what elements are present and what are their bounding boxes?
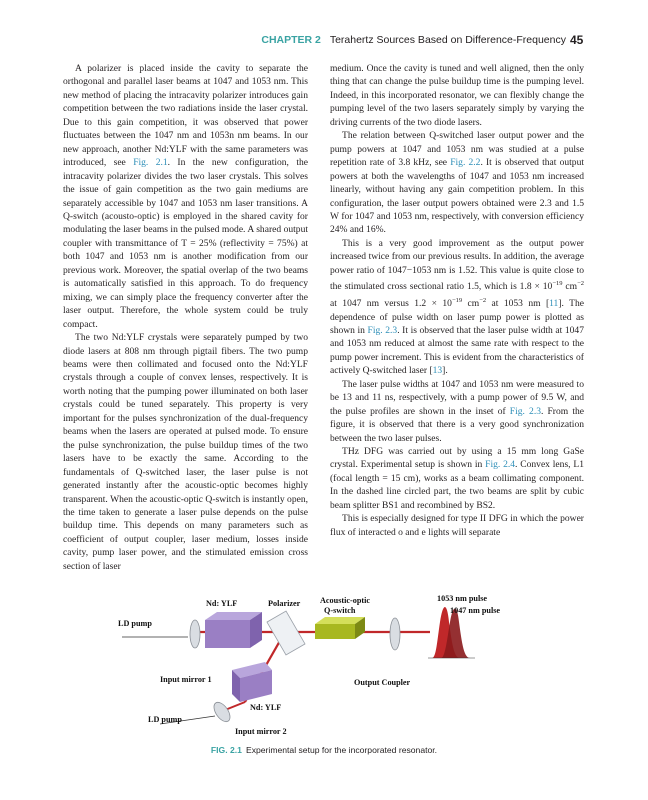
left-column	[63, 62, 308, 573]
chapter-title: Terahertz Sources Based on Difference-Frequency	[329, 34, 566, 46]
page-number: 45	[570, 33, 584, 47]
paragraph: THz DFG was carried out by using a 15 mm long GaSe crystal. Experimental setup is shown in Fig. 2.4. Convex lens, L1 (focal length = 15 cm), works as a beam collimating component. In the dashed line circled part, the two beams are split by cubic beam splitter BS1 and recombined by BS2.	[330, 446, 584, 511]
figure-caption	[0, 745, 648, 755]
paragraph: The relation between Q-switched laser output power and the pump powers at 1047 and 1053 nm was studied at a pulse repetition rate of 3.8 kHz, see Fig. 2.2. It is observed that output powers at both the wavelengths of 1047 and 1053 nm increased linearly, without having any gain competition problem. In this configuration, the laser output powers obtained were 2.3 and 1.5 W for 1047 and 1053 nm, respectively, with conversion efficiency 24% and 16%.	[330, 130, 584, 236]
nd-ylf-top-label: Nd: YLF	[206, 599, 238, 608]
pulse-1053-label: 1053 nm pulse	[437, 594, 488, 603]
paragraph: The laser pulse widths at 1047 and 1053 nm were measured to be 13 and 11 ns, respectively, with a pump power of 9.5 W, and the pulse profiles are shown in the inset of Fig. 2.3. From the figure, it is observed that there is a very good synchronization between the two laser pulses.	[330, 378, 584, 444]
output-coupler	[390, 618, 400, 650]
figure-label: FIG. 2.1	[210, 745, 242, 755]
paragraph: This is especially designed for type II DFG in which the power flux of interacted o and e lights will separate	[330, 513, 584, 538]
figure-reference-link[interactable]: Fig. 2.3	[509, 405, 541, 417]
output-coupler-label: Output Coupler	[354, 678, 411, 687]
paragraph: The two Nd:YLF crystals were separately pumped by two diode lasers at 808 nm through pigtail fibers. The two pump beams were then collimated and focused onto the Nd:YLF crystals through a couple of convex lenses, respectively. It is worth noting that the pumping power illuminated on both laser crystals could be tuned separately. This property is very important for the pulses synchronization of the dual-frequency beams when the lasers are operated at pulsed mode. To ensure the pulse synchronization, the pulse buildup times of the two lasers have to be exactly the same. According to the fundamentals of Q-switched laser, the laser pulse is not generated instantly after the acoustic-optic becomes highly transparent. When the acoustic-optic Q-switch is instantly open, the time taken to generate a laser pulse depends on the pulse buildup time. This depends on many parameters such as coefficient of output coupler, laser medium, losses inside cavity, pump laser power, and the stimulated emission cross section of laser	[63, 332, 308, 572]
polarizer-label: Polarizer	[268, 599, 301, 608]
citation-link[interactable]: 11	[549, 298, 559, 310]
figure-reference-link[interactable]: Fig. 2.4	[485, 459, 516, 471]
figure-reference-link[interactable]: Fig. 2.2	[450, 157, 481, 169]
ld-pump-bottom-label: LD pump	[148, 715, 182, 724]
chapter-label: CHAPTER 2	[261, 34, 321, 46]
nd-ylf-bottom-label: Nd: YLF	[250, 703, 282, 712]
input-mirror-1	[190, 620, 200, 648]
figure-reference-link[interactable]: Fig. 2.1	[133, 157, 168, 169]
q-switch-label: Q-switch	[324, 606, 356, 615]
acousto-optic-label: Acoustic-optic	[320, 596, 371, 605]
right-column	[330, 62, 584, 539]
setup-diagram	[110, 592, 580, 742]
caption-text: Experimental setup for the incorporated resonator.	[245, 745, 438, 755]
paragraph: medium. Once the cavity is tuned and well aligned, then the only thing that can change the pulse buildup time is the pumping level. Indeed, in this incorporated resonator, we can flexibly change the pumping level of the two lasers separately simply by varying the driving currents of the two diode lasers.	[330, 63, 584, 128]
pulse-1047-label: 1047 nm pulse	[450, 606, 501, 615]
input-mirror-2	[211, 700, 233, 725]
input-mirror-1-label: Input mirror 1	[160, 675, 212, 684]
paragraph: A polarizer is placed inside the cavity to separate the orthogonal and parallel laser beams at 1047 and 1053 nm. This new method of placing the intracavity polarizer introduces gain competition between the two radiations inside the laser crystal. Due to this gain competition, it was observed that power fluctuates between the 1047 nm and 1053n nm beams. In our new approach, another Nd:YLF with the same parameters was introduced, see Fig. 2.1. In the new configuration, the intracavity polarizer divides the two laser crystals. This solves the issue of gain competition as the two gain mediums are separately accessible by 1047 and 1053 nm laser transitions. A Q-switch (acousto-optic) is employed in the shared cavity for modulating the laser beams in the pulsed mode. A shared output coupler with transmittance of T = 25% (reflectivity = 75%) at both 1047 and 1053 nm is another modification from our previous work. Moreover, the spatial overlap of the two beams is automatically satisfied in this approach. To do frequency mixing, we can simply place the frequency converter after the laser output. Therefore, the whole system could be truly compact.	[63, 63, 308, 330]
figure-reference-link[interactable]: Fig. 2.3	[367, 324, 398, 336]
paragraph: This is a very good improvement as the output power increased twice from our previous results. In addition, the average power ratio of 1047−1053 nm is 1.52. This value is quite close to the stimulated cross sectional ratio 1.5, which is $1.8 \times 10^{-19}$ $cm^{-2}$ at 1047 nm versus $1.2 \times 10^{-19}$ $cm^{-2}$ at 1053 nm [11]. The dependence of pulse width on laser pump power is plotted as shown in Fig. 2.3. It is observed that the laser pulse width at 1047 and 1053 nm reduced at almost the same rate with respect to the pump power increment. This is evident from the characteristics of actively Q-switched laser [13].	[330, 237, 584, 377]
ld-pump-top-label: LD pump	[118, 619, 152, 628]
citation-link[interactable]: 13	[432, 365, 443, 377]
running-head	[0, 34, 566, 46]
input-mirror-2-label: Input mirror 2	[235, 727, 287, 736]
